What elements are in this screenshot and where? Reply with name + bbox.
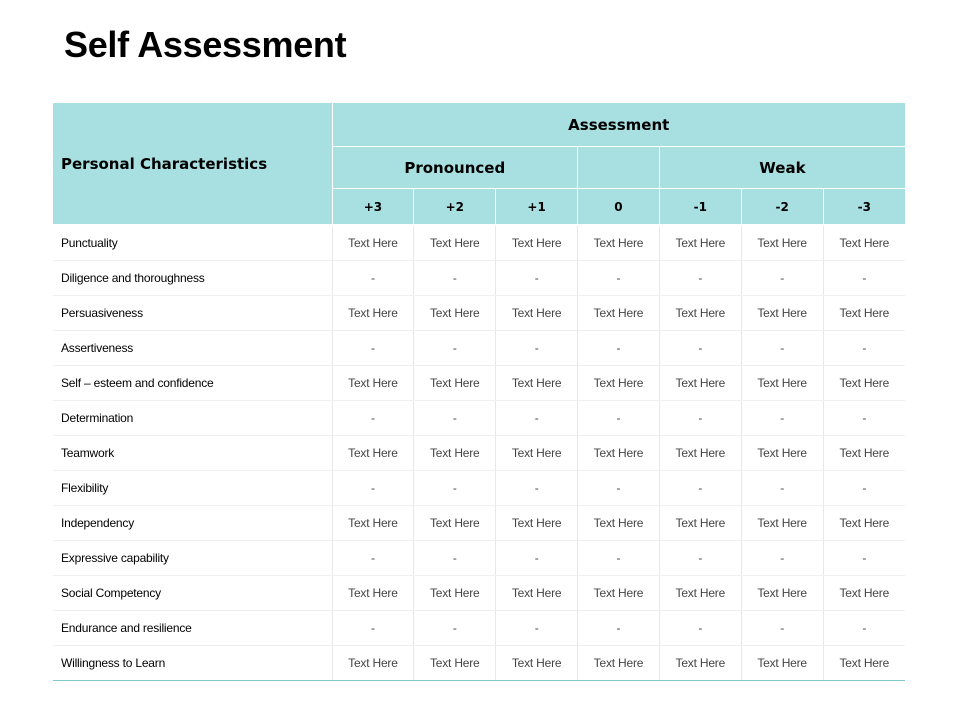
- table-cell: Text Here: [578, 225, 660, 261]
- row-label: Endurance and resilience: [53, 611, 332, 646]
- table-header: [53, 103, 905, 225]
- table-row: [53, 576, 905, 611]
- table-row: [53, 401, 905, 436]
- scale-header: +3: [332, 189, 414, 226]
- table-cell: Text Here: [496, 436, 578, 471]
- table-cell: Text Here: [659, 646, 741, 681]
- row-label: Punctuality: [53, 225, 332, 261]
- row-label: Self – esteem and confidence: [53, 366, 332, 401]
- scale-header: 0: [578, 189, 660, 226]
- table-cell: -: [332, 541, 414, 576]
- table-cell: -: [414, 541, 496, 576]
- table-cell: Text Here: [332, 366, 414, 401]
- table-cell: -: [741, 541, 823, 576]
- scale-header: -1: [659, 189, 741, 226]
- table-cell: -: [659, 471, 741, 506]
- table-cell: Text Here: [414, 646, 496, 681]
- table-cell: -: [578, 331, 660, 366]
- table-cell: -: [332, 261, 414, 296]
- table-row: [53, 366, 905, 401]
- assessment-table: [53, 103, 905, 681]
- scale-header: -3: [823, 189, 905, 226]
- row-label: Willingness to Learn: [53, 646, 332, 681]
- table-cell: -: [496, 401, 578, 436]
- table-cell: -: [332, 331, 414, 366]
- table-cell: Text Here: [496, 366, 578, 401]
- table-cell: Text Here: [823, 366, 905, 401]
- table-cell: -: [414, 471, 496, 506]
- table-cell: Text Here: [578, 366, 660, 401]
- scale-header: +1: [496, 189, 578, 226]
- row-label: Teamwork: [53, 436, 332, 471]
- table-cell: -: [659, 611, 741, 646]
- table-cell: Text Here: [823, 506, 905, 541]
- table-cell: -: [823, 261, 905, 296]
- table-cell: Text Here: [578, 436, 660, 471]
- table-row: [53, 646, 905, 681]
- table-cell: Text Here: [414, 225, 496, 261]
- neutral-header: [578, 147, 660, 189]
- table-cell: -: [578, 261, 660, 296]
- table-cell: Text Here: [332, 296, 414, 331]
- table-cell: -: [496, 331, 578, 366]
- row-label: Assertiveness: [53, 331, 332, 366]
- table-cell: -: [332, 471, 414, 506]
- scale-header: +2: [414, 189, 496, 226]
- table-cell: -: [741, 471, 823, 506]
- table-cell: Text Here: [741, 576, 823, 611]
- table-cell: Text Here: [332, 646, 414, 681]
- row-label: Independency: [53, 506, 332, 541]
- table-row: [53, 296, 905, 331]
- table-cell: Text Here: [332, 436, 414, 471]
- table-cell: -: [578, 541, 660, 576]
- table-cell: -: [332, 611, 414, 646]
- weak-header: Weak: [659, 147, 905, 189]
- table-cell: Text Here: [823, 646, 905, 681]
- row-label: Diligence and thoroughness: [53, 261, 332, 296]
- table-cell: Text Here: [496, 576, 578, 611]
- table-cell: -: [578, 611, 660, 646]
- pronounced-header: Pronounced: [332, 147, 578, 189]
- table-cell: Text Here: [496, 225, 578, 261]
- table-cell: -: [332, 401, 414, 436]
- table-row: [53, 611, 905, 646]
- table-cell: -: [741, 261, 823, 296]
- table-cell: -: [496, 471, 578, 506]
- table-cell: -: [823, 541, 905, 576]
- table-row: [53, 541, 905, 576]
- row-label: Expressive capability: [53, 541, 332, 576]
- table-cell: Text Here: [659, 296, 741, 331]
- table-cell: Text Here: [741, 366, 823, 401]
- table-cell: Text Here: [741, 296, 823, 331]
- table-cell: Text Here: [332, 225, 414, 261]
- table-cell: Text Here: [823, 576, 905, 611]
- table-cell: Text Here: [496, 296, 578, 331]
- table-body: [53, 225, 905, 681]
- table-cell: Text Here: [414, 366, 496, 401]
- table-cell: Text Here: [332, 576, 414, 611]
- table-cell: Text Here: [659, 506, 741, 541]
- table-cell: -: [741, 401, 823, 436]
- row-label: Persuasiveness: [53, 296, 332, 331]
- table-cell: -: [659, 541, 741, 576]
- table-cell: Text Here: [332, 506, 414, 541]
- table-cell: Text Here: [578, 576, 660, 611]
- personal-characteristics-header: Personal Characteristics: [53, 103, 332, 225]
- table-cell: Text Here: [578, 296, 660, 331]
- table-row: [53, 506, 905, 541]
- table-cell: Text Here: [496, 506, 578, 541]
- table-cell: Text Here: [659, 366, 741, 401]
- table-cell: Text Here: [414, 296, 496, 331]
- table-row: [53, 436, 905, 471]
- table-row: [53, 225, 905, 261]
- table-cell: Text Here: [578, 646, 660, 681]
- row-label: Flexibility: [53, 471, 332, 506]
- table-cell: Text Here: [741, 225, 823, 261]
- table-cell: -: [659, 261, 741, 296]
- table-cell: -: [414, 331, 496, 366]
- table-cell: Text Here: [414, 436, 496, 471]
- table-cell: -: [741, 611, 823, 646]
- table-cell: Text Here: [659, 576, 741, 611]
- table-cell: Text Here: [823, 296, 905, 331]
- table-cell: -: [659, 401, 741, 436]
- table-row: [53, 331, 905, 366]
- table-row: [53, 471, 905, 506]
- table-cell: -: [659, 331, 741, 366]
- table-cell: -: [823, 471, 905, 506]
- row-label: Social Competency: [53, 576, 332, 611]
- table-cell: -: [578, 471, 660, 506]
- table-cell: -: [496, 541, 578, 576]
- scale-header: -2: [741, 189, 823, 226]
- table-cell: -: [823, 611, 905, 646]
- table-cell: -: [414, 401, 496, 436]
- table-cell: Text Here: [659, 436, 741, 471]
- table-cell: -: [496, 261, 578, 296]
- page-title: Self Assessment: [64, 24, 347, 65]
- table-cell: Text Here: [496, 646, 578, 681]
- table-cell: Text Here: [741, 506, 823, 541]
- table-cell: -: [823, 401, 905, 436]
- table-cell: -: [823, 331, 905, 366]
- table-cell: Text Here: [741, 436, 823, 471]
- table-row: [53, 261, 905, 296]
- table-cell: -: [741, 331, 823, 366]
- table-cell: -: [414, 611, 496, 646]
- table-cell: -: [578, 401, 660, 436]
- table-cell: Text Here: [414, 576, 496, 611]
- table-cell: -: [414, 261, 496, 296]
- row-label: Determination: [53, 401, 332, 436]
- table-cell: Text Here: [741, 646, 823, 681]
- assessment-header: Assessment: [332, 103, 905, 147]
- table-cell: -: [496, 611, 578, 646]
- table-cell: Text Here: [823, 225, 905, 261]
- table-cell: Text Here: [823, 436, 905, 471]
- table-cell: Text Here: [578, 506, 660, 541]
- table-cell: Text Here: [659, 225, 741, 261]
- table-cell: Text Here: [414, 506, 496, 541]
